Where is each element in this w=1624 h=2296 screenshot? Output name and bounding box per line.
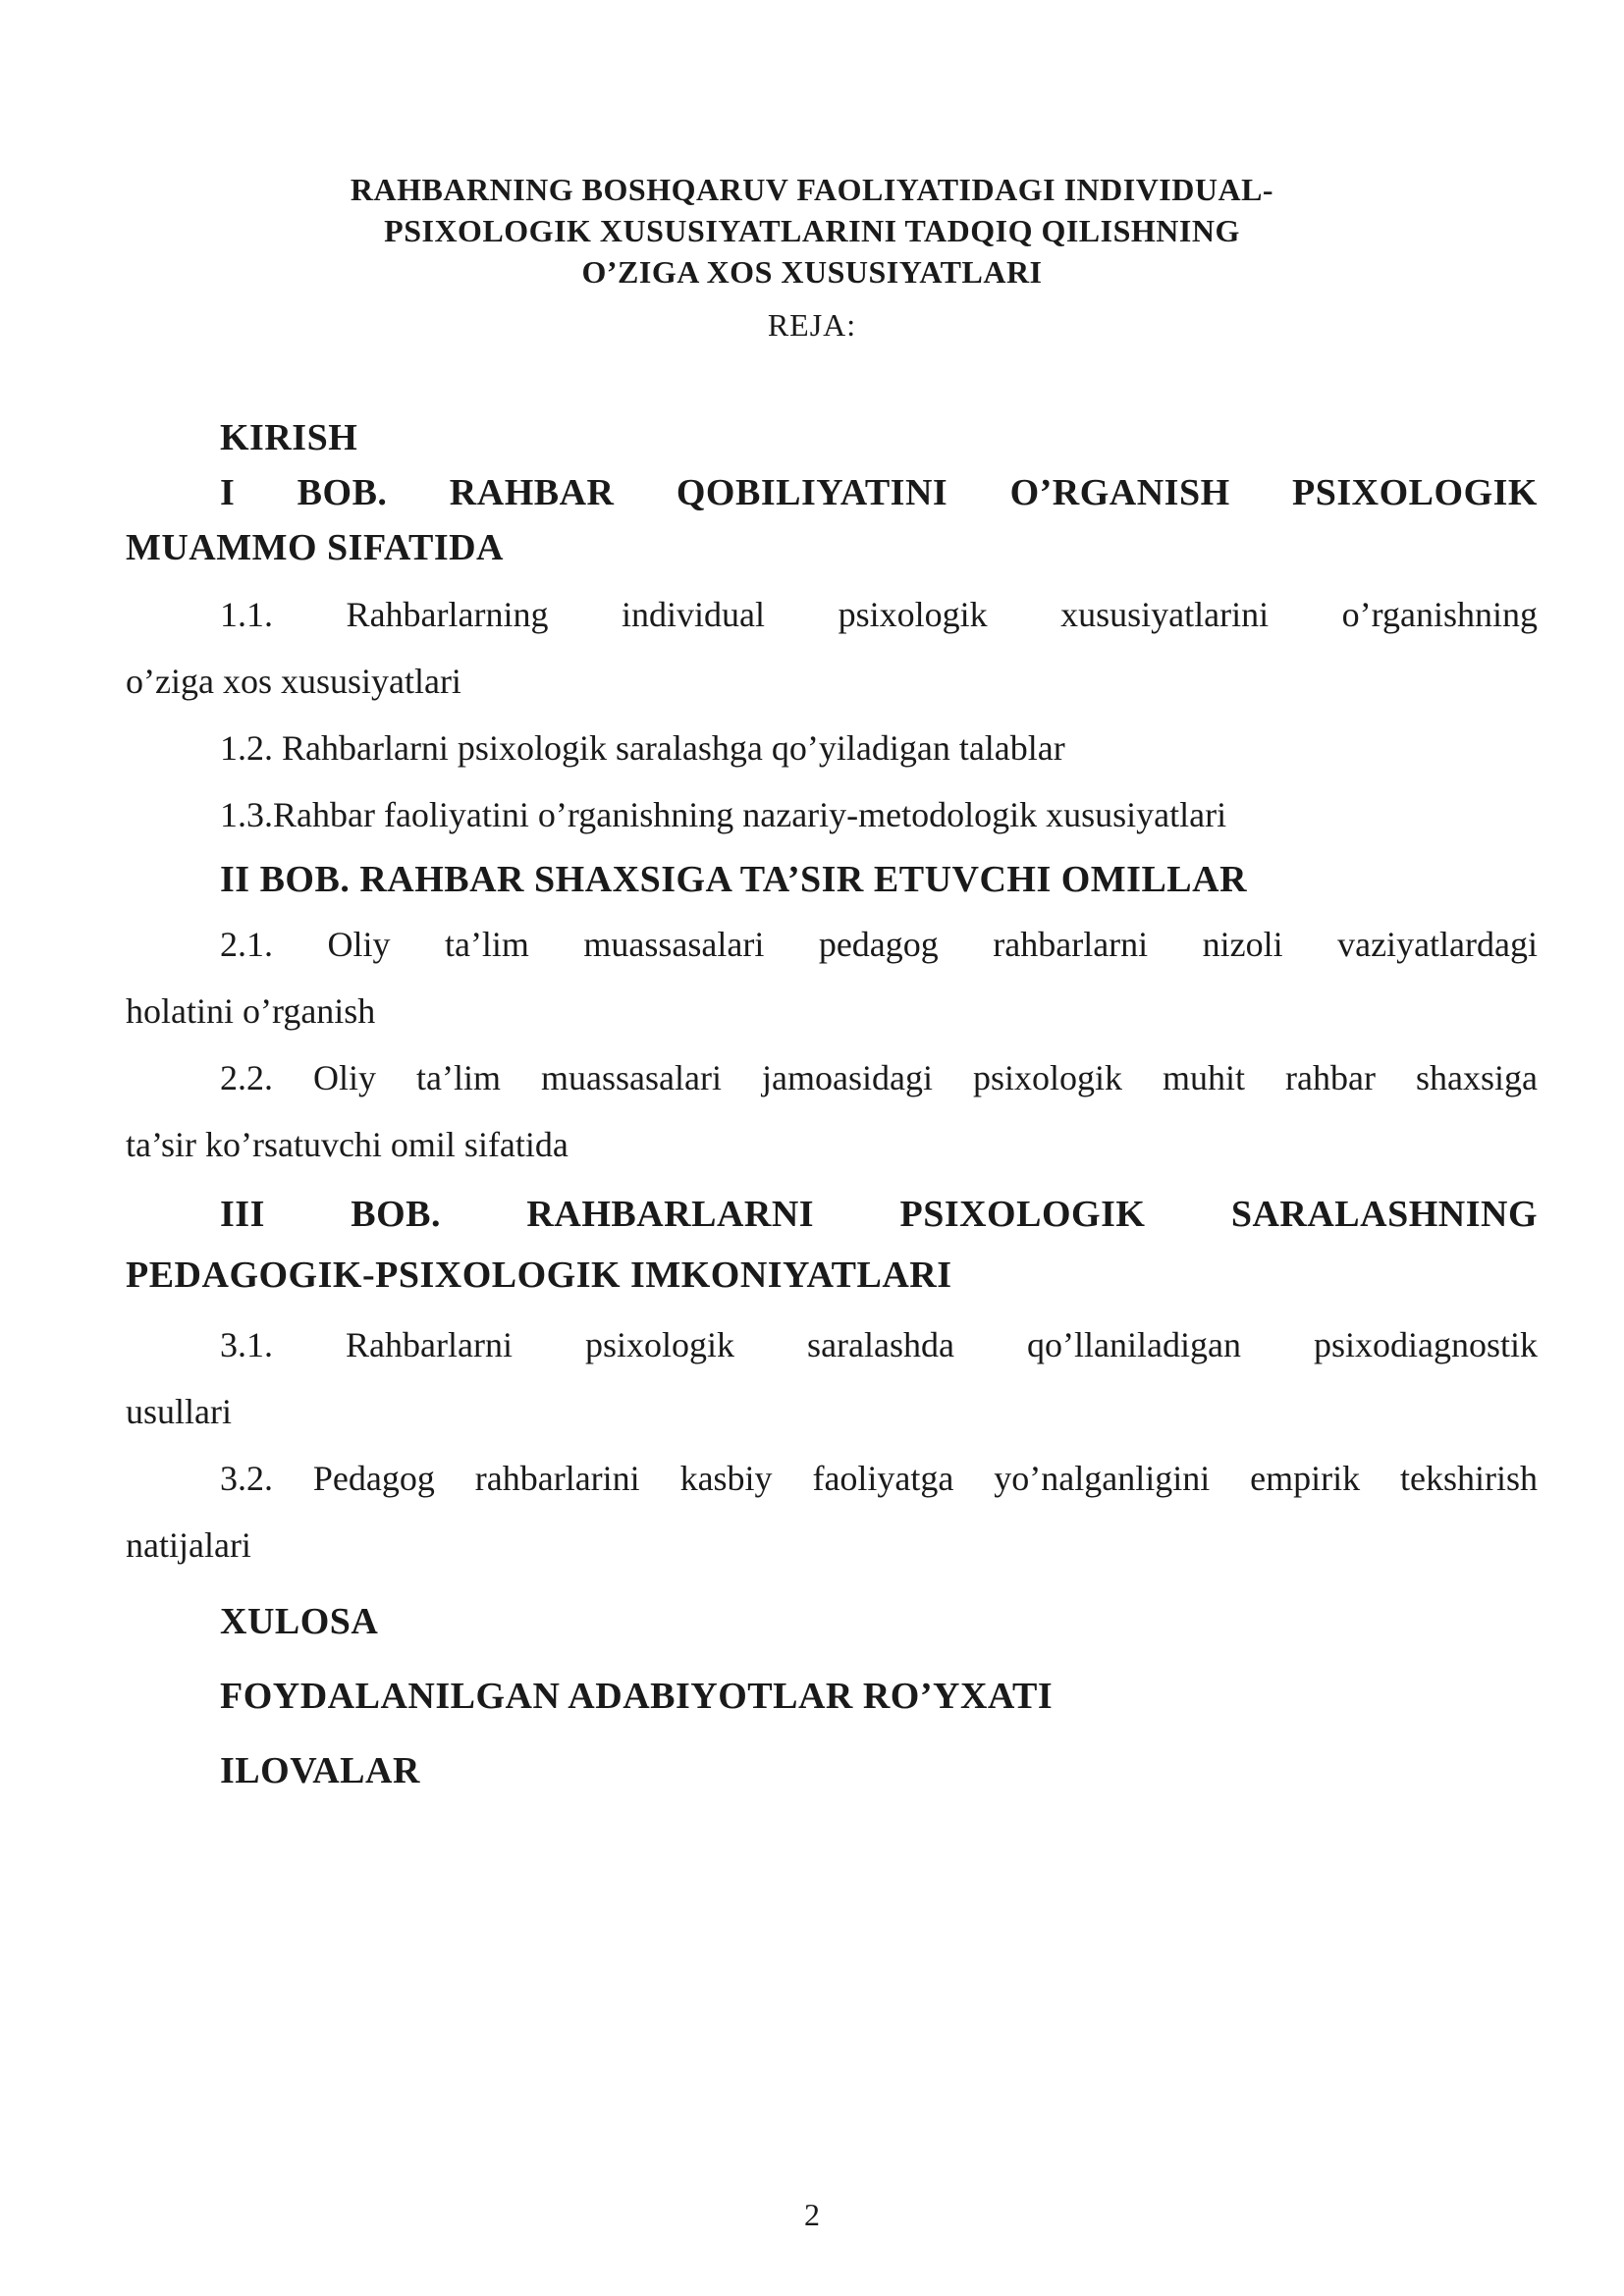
toc-item-2-2-line-1: 2.2. Oliy ta’lim muassasalari jamoasidagi psixologik muhit rahbar shaxsiga xyxy=(220,1058,1538,1097)
chapter-1-heading-line-2: MUAMMO SIFATIDA xyxy=(126,527,504,568)
chapter-2-heading: II BOB. RAHBAR SHAXSIGA TA’SIR ETUVCHI OMILLAR xyxy=(220,859,1248,900)
toc-item-3-1-line-2: usullari xyxy=(126,1392,232,1431)
page-number: 2 xyxy=(804,2197,820,2232)
document-title xyxy=(0,169,1624,346)
toc-item-1-2 xyxy=(126,715,1538,781)
chapter-1-heading-line-1: I BOB. RAHBAR QOBILIYATINI O’RGANISH PSIXOLOGIK xyxy=(220,472,1538,513)
toc-item-1-3-line-1: 1.3.Rahbar faoliyatini o’rganishning nazariy-metodologik xususiyatlari xyxy=(220,795,1227,834)
toc-chapter-1 xyxy=(126,465,1538,575)
title-line-2: PSIXOLOGIK XUSUSIYATLARINI TADQIQ QILISHNING xyxy=(384,213,1240,248)
chapter-3-heading-line-2: PEDAGOGIK-PSIXOLOGIK IMKONIYATLARI xyxy=(126,1255,952,1296)
toc-item-3-2-line-1: 3.2. Pedagog rahbarlarini kasbiy faoliyatga yo’nalganligini empirik tekshirish xyxy=(220,1459,1538,1498)
toc-item-1-3 xyxy=(126,781,1538,848)
toc-item-2-1-line-1: 2.1. Oliy ta’lim muassasalari pedagog rahbarlarni nizoli vaziyatlardagi xyxy=(220,925,1538,964)
toc-item-1-2-line-1: 1.2. Rahbarlarni psixologik saralashga qo’yiladigan talablar xyxy=(220,728,1065,768)
toc-item-1-1-line-1: 1.1. Rahbarlarning individual psixologik xususiyatlarini o’rganishning xyxy=(220,595,1538,634)
toc-item-3-2 xyxy=(126,1445,1538,1578)
title-line-3: O’ZIGA XOS XUSUSIYATLARI xyxy=(581,254,1043,290)
toc-item-1-1-line-2: o’ziga xos xususiyatlari xyxy=(126,662,461,701)
toc-item-3-1 xyxy=(126,1311,1538,1445)
plan-label: REJA: xyxy=(767,307,857,343)
title-line-1: RAHBARNING BOSHQARUV FAOLIYATIDAGI INDIVIDUAL- xyxy=(350,172,1274,207)
toc-chapter-3 xyxy=(126,1184,1538,1306)
toc-references: FOYDALANILGAN ADABIYOTLAR RO’YXATI xyxy=(220,1676,1054,1717)
toc-item-2-1-line-2: holatini o’rganish xyxy=(126,991,376,1031)
toc-conclusion: XULOSA xyxy=(220,1601,379,1642)
table-of-contents xyxy=(126,410,1538,1808)
toc-intro: KIRISH xyxy=(220,417,358,458)
toc-item-2-2 xyxy=(126,1044,1538,1178)
toc-item-2-2-line-2: ta’sir ko’rsatuvchi omil sifatida xyxy=(126,1125,568,1164)
toc-item-3-2-line-2: natijalari xyxy=(126,1525,251,1565)
toc-item-3-1-line-1: 3.1. Rahbarlarni psixologik saralashda qo’llaniladigan psixodiagnostik xyxy=(220,1325,1538,1364)
toc-appendices: ILOVALAR xyxy=(220,1750,420,1791)
toc-item-2-1 xyxy=(126,911,1538,1044)
chapter-3-heading-line-1: III BOB. RAHBARLARNI PSIXOLOGIK SARALASHNING xyxy=(220,1194,1538,1235)
toc-item-1-1 xyxy=(126,581,1538,715)
